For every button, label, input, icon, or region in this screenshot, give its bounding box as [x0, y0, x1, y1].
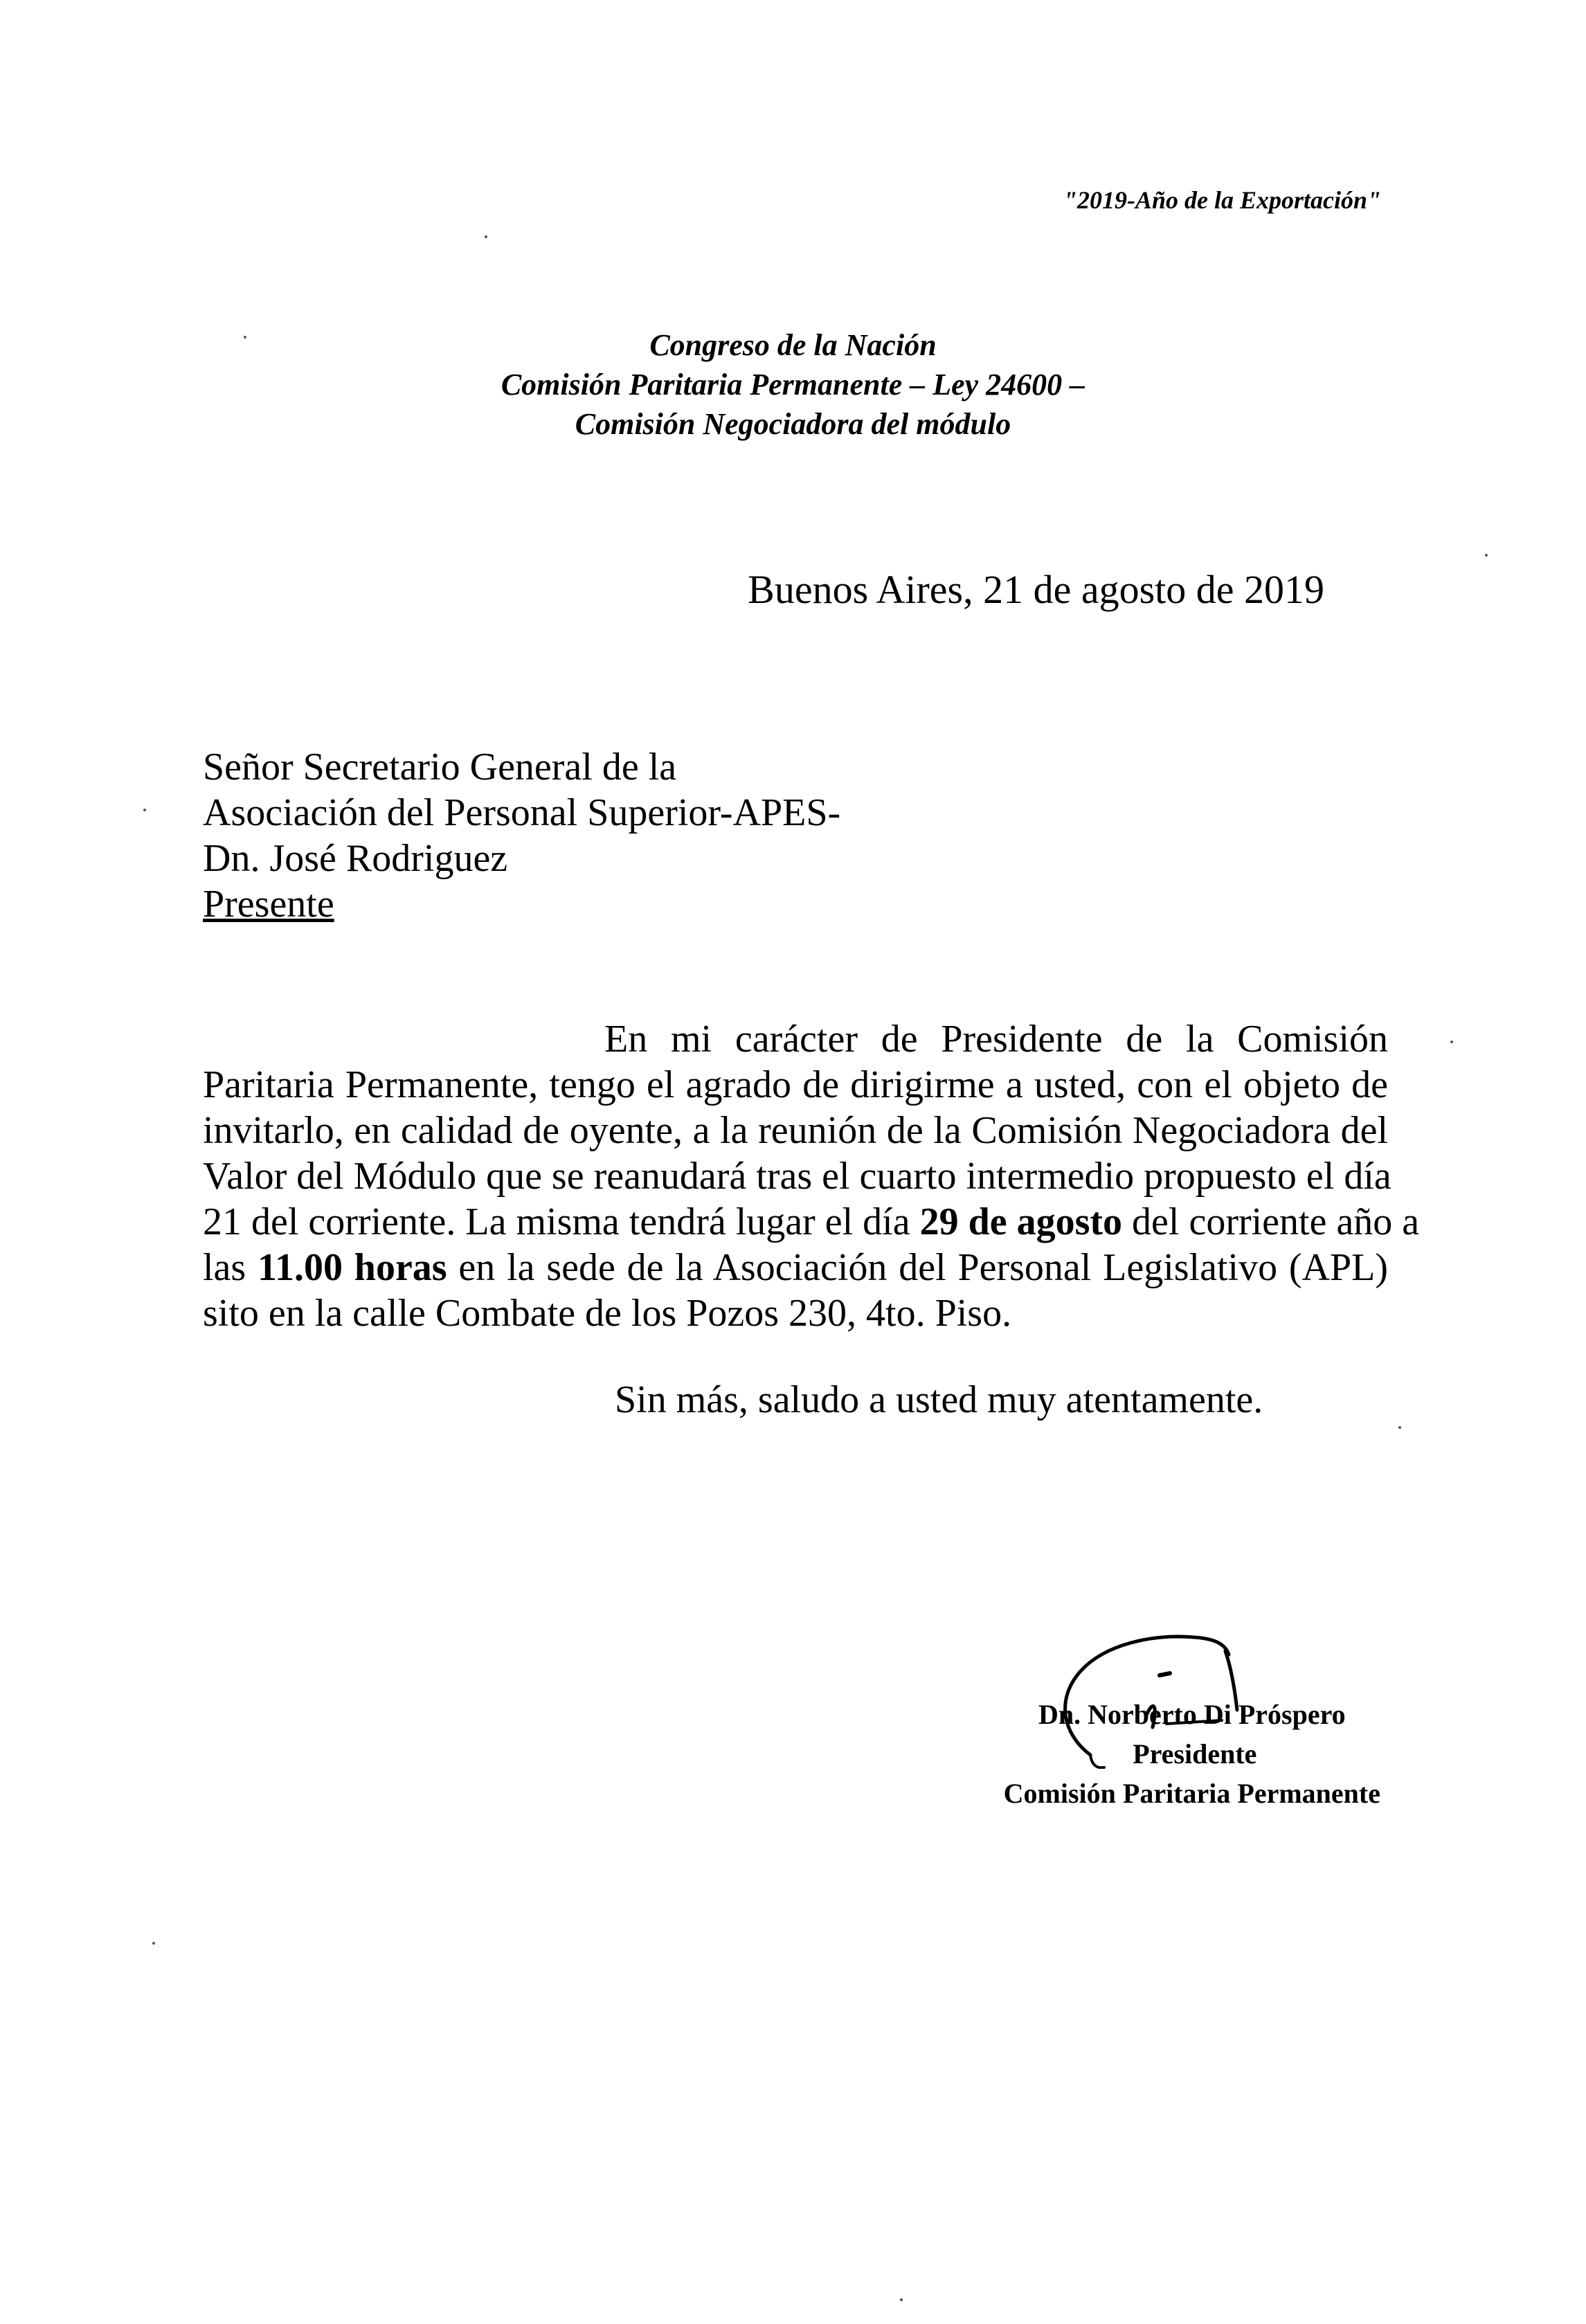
- letterhead-line-congress: Congreso de la Nación: [649, 328, 937, 362]
- signatory-department: Comisión Paritaria Permanente: [1003, 1778, 1380, 1809]
- body-line-6-end: en la sede de la Asociación del Personal Legislativo (APL): [458, 1246, 1389, 1289]
- date-line: Buenos Aires, 21 de agosto de 2019: [748, 567, 1324, 612]
- meeting-de: de: [968, 1200, 1007, 1243]
- letterhead-line-commission: Comisión Paritaria Permanente – Ley 24600 –: [501, 368, 1085, 402]
- signatory-name: Dn. Norberto Di Próspero: [1038, 1699, 1346, 1730]
- meeting-hours: horas: [354, 1246, 447, 1289]
- scan-speck: [900, 2298, 903, 2301]
- scan-speck: [485, 235, 487, 238]
- letterhead: [0, 325, 1586, 444]
- addressee-line-presente: Presente: [203, 883, 334, 926]
- body-line-5: [203, 1199, 1420, 1245]
- letterhead-line-negotiating: Comisión Negociadora del módulo: [575, 407, 1011, 441]
- meeting-day: 29: [919, 1200, 959, 1243]
- body-line-2: Paritaria Permanente, tengo el agrado de dirigirme a usted, con el objeto de: [203, 1063, 1388, 1106]
- body-line-1: En mi carácter de Presidente de la Comisión: [604, 1018, 1388, 1061]
- body-line-5-end: del corriente año a: [1132, 1200, 1420, 1243]
- addressee-line-organization: Asociación del Personal Superior-APES-: [203, 791, 841, 834]
- addressee-line-title: Señor Secretario General de la: [203, 746, 677, 789]
- scan-speck: [1450, 1041, 1453, 1043]
- scan-speck: [152, 1942, 155, 1945]
- meeting-month: agosto: [1016, 1200, 1123, 1243]
- signature-block: [1004, 1695, 1380, 1813]
- addressee-block: [203, 744, 840, 927]
- scan-speck: [244, 336, 246, 339]
- body-line-6-start: las: [203, 1246, 246, 1289]
- body-line-3: invitarlo, en calidad de oyente, a la reunión de la Comisión Negociadora del: [203, 1109, 1388, 1152]
- body-line-7: sito en la calle Combate de los Pozos 230, 4to. Piso.: [203, 1292, 1012, 1335]
- scan-speck: [143, 809, 146, 811]
- body-line-6: [203, 1245, 1388, 1290]
- letter-body: [203, 1016, 1420, 1336]
- signatory-role: Presidente: [1133, 1738, 1257, 1769]
- addressee-line-name: Dn. José Rodriguez: [203, 837, 508, 880]
- scan-speck: [1485, 554, 1488, 557]
- meeting-time: 11.00: [258, 1246, 343, 1289]
- scan-speck: [1398, 1426, 1401, 1429]
- closing-line: Sin más, saludo a usted muy atentamente.: [615, 1378, 1263, 1421]
- body-line-5-start: 21 del corriente. La misma tendrá lugar el día: [203, 1200, 910, 1243]
- body-line-4: Valor del Módulo que se reanudará tras el cuarto intermedio propuesto el día: [203, 1155, 1391, 1198]
- year-motto: "2019-Año de la Exportación": [1063, 186, 1381, 214]
